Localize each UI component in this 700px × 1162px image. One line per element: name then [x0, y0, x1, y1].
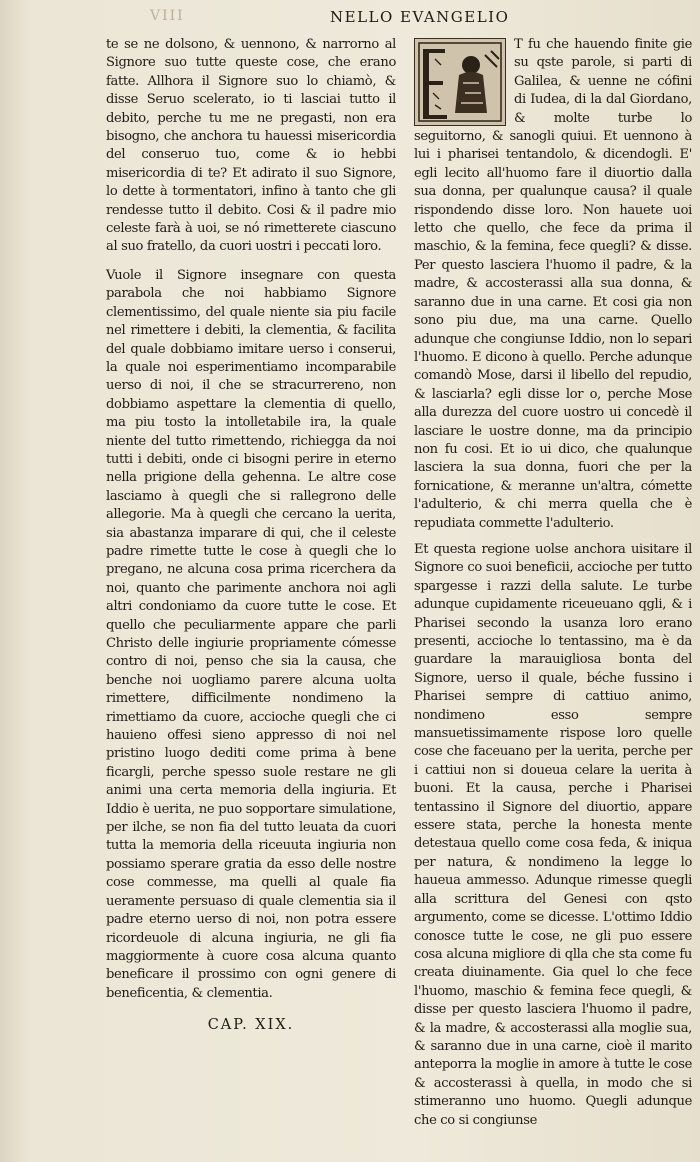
decorated-initial-e-icon [414, 38, 506, 126]
paragraph: T fu che hauendo finite gie su qste parole, si parti di Galilea, & uenne ne cófini di Iudea, di la dal Giordano, & molte turbe lo seguitorno, & sanogli quiui. Et uennono à lui i pharisei tentandolo, & dicendogli. E' egli lecito all'huomo fare il diuortio dalla sua donna, per qualunque causa? il quale rispondendo disse loro. Non hauete uoi letto che quello, che fece da prima il maschio, & la femina, fece quegli? & disse. Per questo lascierа l'huomo il padre, & la madre, & accosterassi alla sua donna, & saranno due in una carne. Et cosi gia non sono piu due, ma una carne. Quello adunque che congiunse Iddio, non lo separi l'huomo. E dicono à quello. Perche adunque comandò Mose, darsi il libello del repudio, & lasciarla? egli disse lor o, perche Mose alla durezza del cuore uostro ui concedè il lasciare le uostre donne, ma da principio non fu cosi. Et io ui dico, che qualunque lascierа la sua donna, fuori che per la fornicatione, & meranne un'altra, cómette l'adulterio, & chi merra quella che è repudiata commette l'adulterio. [414, 37, 692, 531]
woodcut-initial-icon [415, 39, 505, 125]
paragraph: Vuole il Signore insegnare con questa parabola che noi habbiamo Signore clementissimo, del quale niente sia piu facile nel rimettere i debiti, la clementia, & facilita del quale dobbiamo imitare uerso i conserui, la quale noi esperimentiamo incomparabile uerso di noi, il che se stracurrereno, non dobbiamo aspettare la clementia di quello, ma piu tosto la intolletabile ira, la quale niente del tutto rimettendo, richiegga da noi tutti i debiti, onde ci bisogni perire in eterno nella prigione della gehenna. Le altre cose lasciamo à quegli che si rallegrono delle allegorie. Ma à quegli che cercano la uerita, sia abastanza imparare di qui, che il celeste padre rimette tutte le cose à quegli che lo pregano, ne alcuna cosa prima ricerchera da noi, quanto che parimente anchora noi agli altri condoniamo da cuore tutte le cose. Et quello che peculiarmente appare che parli Christo delle ingiurie propriamente cómesse contro di noi, penso che sia la causa, che benche noi uogliamo parere alcuna uolta rimettere, difficilmente nondimeno la rimettiamo da cuore, accioche quegli che ci hauieno offesi sieno appresso di noi nel pristino luogo dediti come prima à bene ficargli, perche spesso suole restare ne gli animi una certa memoria della ingiuria. Et Iddio è uerita, ne puo sopportare simulatione, per ilche, se non fia del tutto leuata da cuori tutta la memoria della riceuuta ingiuria non possiamo sperare gratia da esso delle nostre cose commesse, ma quelli al quale fia ueramente persuaso di quale clementia sia il padre eterno uerso di noi, non potra essere ricordeuole di alcuna ingiuria, ne gli fia maggiormente à cuore cosa alcuna quanto beneficare il prossimo con ogni genere di beneficentia, & clementia. [106, 267, 396, 1001]
left-column [106, 36, 396, 1033]
chapter-heading: CAP. XIX. [207, 1017, 295, 1034]
paragraph: te se ne dolsono, & uennono, & narrorno al Signore suo tutte queste cose, che erano fatte. Allhora il Signore suo lo chiamò, & disse Seruo sceleratо, io ti lasciai tutto il debito, perche tu me ne pregasti, non era bisogno, che anchora tu hauessi misericordia del conseruo tuo, come & io hebbi misericordia di te? Et adirato il suo Signore, lo dette à tormentatori, infino à tanto che gli rendesse tutto il debito. Cosi & il padre mio celeste farà à uoi, se nó rimetterete ciascuno al suo fratello, da cuori uostri i peccati loro. [106, 37, 396, 255]
running-head: NELLO EVANGELIO [330, 8, 510, 26]
bleed-through-text: VIII [150, 8, 185, 24]
paragraph: Et questa regione uolse anchora uisitare il Signore co suoi beneficii, accioche per tutto spargesse i razzi della salute. Le turbe adunque cupidamente riceueuano qgli, & i Pharisei secondo la usanza loro erano presenti, accioche lo tentassino, ma è da guardare la marauigliosa bonta del Signore, uerso il quale, béche fussino i Pharisei sempre di cattiuo animo, nondimeno esso sempre mansuetissimamente rispose loro quelle cose che faceuano per la uerita, perche per i cattiui non si doueua celare la uerita à buoni. Et la causa, perche i Pharisei tentassino il Signore del diuortio, appare essere stata, perche la honesta mente detestaua quello come cosa feda, & iniqua per natura, & nondimeno la legge lo haueua ammesso. Adunque rimesse quegli alla scrittura del Genesi con qsto argumento, come se dicesse. L'ottimo Iddio conosce tutte le cose, ne gli puo essere cosa alcuna migliore di qlla che sta come fu creata diuinamente. Gia quel lo che fece l'huomo, maschio & femina fece quegli, & disse per questo lasciera l'huomo il padre, & la madre, & accosterassi alla moglie sua, & saranno due in una carne, cioè il marito anteporra la moglie in amore à tutte le cose & accosterassi à quella, in modo che si stimeranno uno huomo. Quegli adunque che co si congiunse [414, 541, 692, 1128]
right-column [414, 36, 692, 1130]
